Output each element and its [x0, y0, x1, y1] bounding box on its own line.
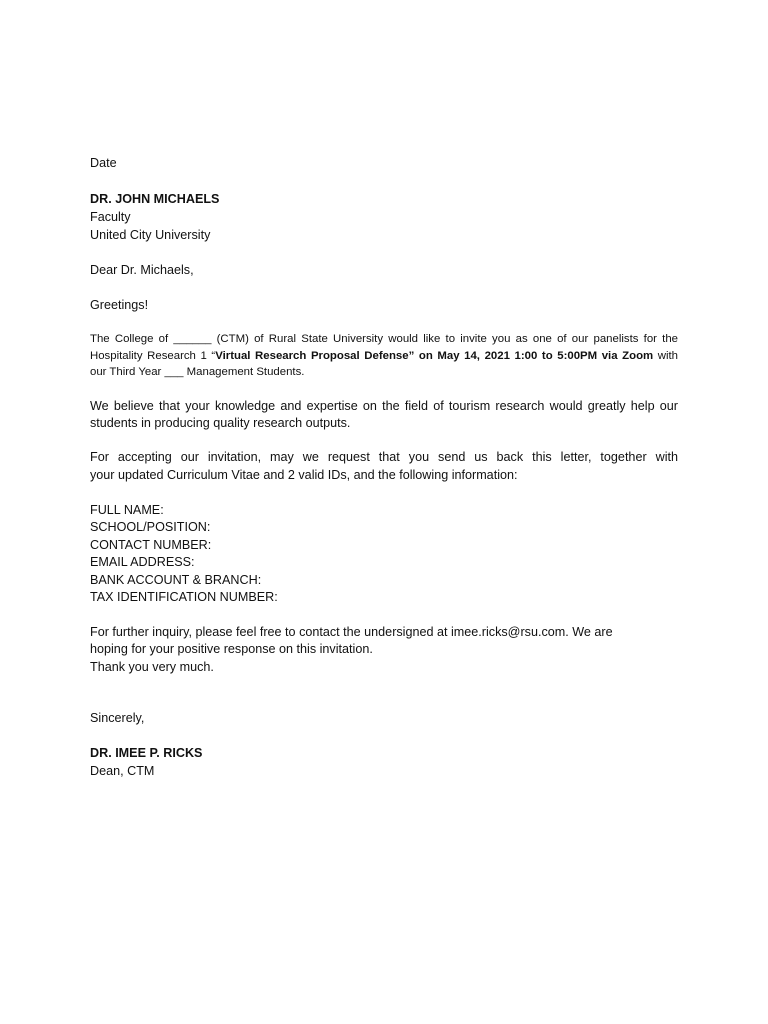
closing: Sincerely,: [90, 711, 145, 725]
recipient-title: Faculty: [90, 210, 131, 224]
inquiry-line-2: hoping for your positive response on this invitation.: [90, 642, 373, 656]
field-bank-account: BANK ACCOUNT & BRANCH:: [90, 573, 262, 587]
invitation-line-2-prefix: Hospitality Research 1 “: [90, 350, 216, 362]
recipient-institution: United City University: [90, 228, 211, 242]
recipient-name: DR. JOHN MICHAELS: [90, 192, 220, 206]
field-tax-id: TAX IDENTIFICATION NUMBER:: [90, 590, 278, 604]
belief-line-2: students in producing quality research outputs.: [90, 416, 351, 430]
invitation-line-2: [90, 348, 678, 364]
invitation-line-2-suffix: with: [653, 350, 679, 362]
belief-line-1: We believe that your knowledge and expertise on the field of tourism research would greatly help our: [90, 399, 678, 413]
request-line-1: For accepting our invitation, may we request that you send us back this letter, together with: [90, 450, 678, 464]
field-full-name: FULL NAME:: [90, 503, 164, 517]
date-line: Date: [90, 156, 117, 170]
invitation-line-3: our Third Year ___ Management Students.: [90, 366, 305, 378]
request-line-2: your updated Curriculum Vitae and 2 valid IDs, and the following information:: [90, 468, 518, 482]
invitation-line-1: The College of ______ (CTM) of Rural State University would like to invite you as one of our panelists for the: [90, 333, 678, 345]
salutation: Dear Dr. Michaels,: [90, 263, 194, 277]
inquiry-line-1: For further inquiry, please feel free to contact the undersigned at imee.ricks@rsu.com. We are: [90, 625, 613, 639]
signatory-title: Dean, CTM: [90, 764, 155, 778]
field-email-address: EMAIL ADDRESS:: [90, 555, 195, 569]
field-school-position: SCHOOL/POSITION:: [90, 520, 211, 534]
signatory-name: DR. IMEE P. RICKS: [90, 746, 203, 760]
field-contact-number: CONTACT NUMBER:: [90, 538, 212, 552]
greeting: Greetings!: [90, 298, 149, 312]
inquiry-line-3: Thank you very much.: [90, 660, 214, 674]
invitation-event-details: Virtual Research Proposal Defense” on May 14, 2021 1:00 to 5:00PM via Zoom: [215, 350, 654, 362]
